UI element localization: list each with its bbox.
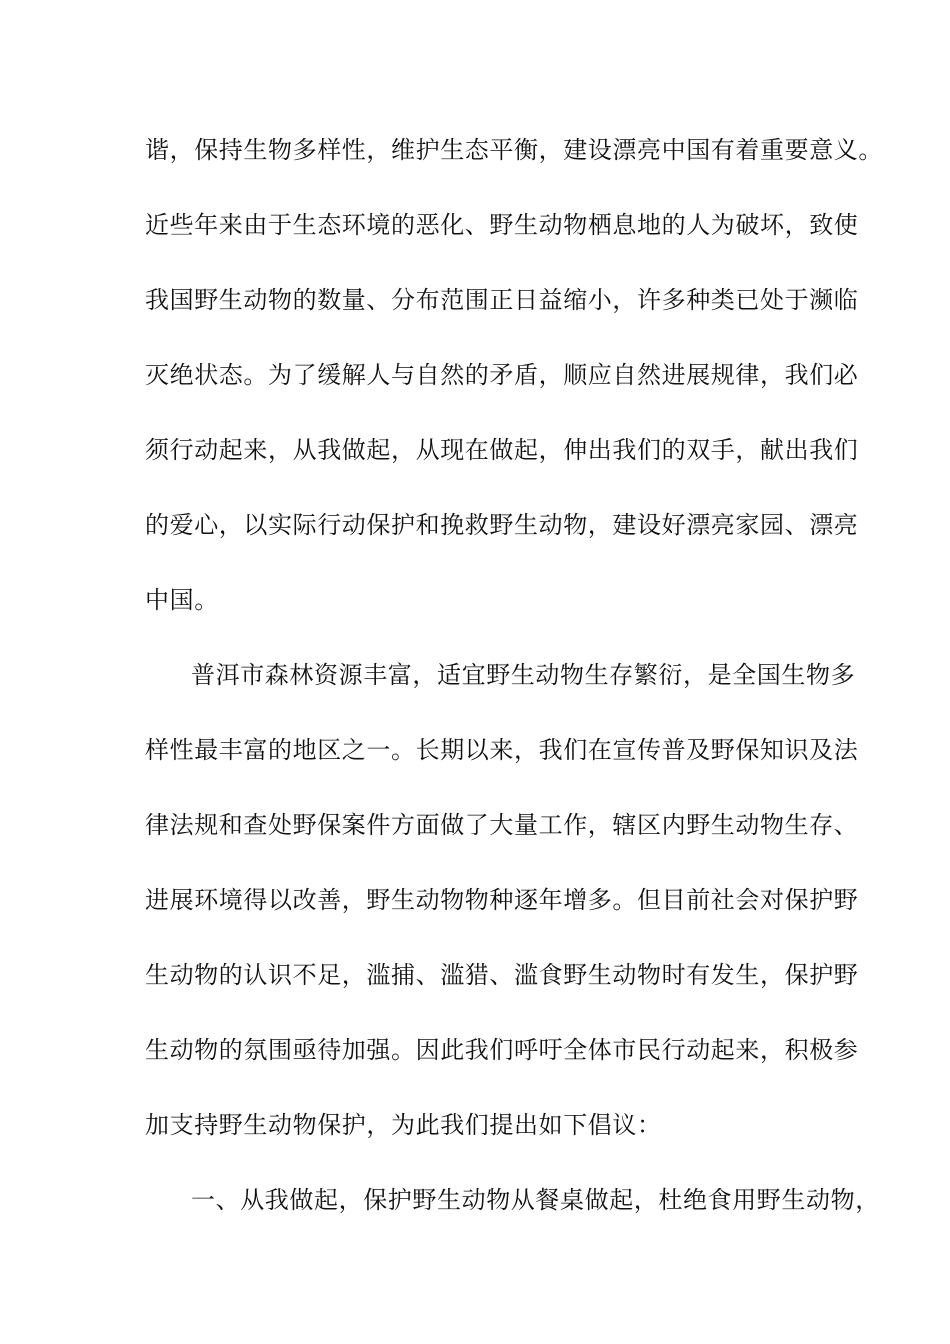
text-line: 律法规和查处野保案件方面做了大量工作，辖区内野生动物生存、 <box>145 811 859 839</box>
text-line: 普洱市森林资源丰富，适宜野生动物生存繁衍，是全国生物多 <box>191 661 856 689</box>
text-line: 生动物的认识不足，滥捕、滥猎、滥食野生动物时有发生，保护野 <box>145 961 859 989</box>
text-line: 生动物的氛围亟待加强。因此我们呼吁全体市民行动起来，积极参 <box>145 1036 859 1064</box>
text-line: 谐，保持生物多样性，维护生态平衡，建设漂亮中国有着重要意义。 <box>145 136 883 164</box>
text-line: 近些年来由于生态环境的恶化、野生动物栖息地的人为破坏，致使 <box>145 211 859 239</box>
text-line: 进展环境得以改善，野生动物物种逐年增多。但目前社会对保护野 <box>145 886 859 914</box>
text-line: 加支持野生动物保护，为此我们提出如下倡议： <box>145 1111 662 1139</box>
text-line: 一、从我做起，保护野生动物从餐桌做起，杜绝食用野生动物， <box>191 1186 880 1214</box>
text-line: 的爱心，以实际行动保护和挽救野生动物，建设好漂亮家园、漂亮 <box>145 511 859 539</box>
text-line: 我国野生动物的数量、分布范围正日益缩小，许多种类已处于濒临 <box>145 286 859 314</box>
text-line: 灭绝状态。为了缓解人与自然的矛盾，顺应自然进展规律，我们必 <box>145 361 859 389</box>
text-line: 样性最丰富的地区之一。长期以来，我们在宣传普及野保知识及法 <box>145 736 859 764</box>
text-line: 中国。 <box>145 586 219 614</box>
text-line: 须行动起来，从我做起，从现在做起，伸出我们的双手，献出我们 <box>145 436 859 464</box>
